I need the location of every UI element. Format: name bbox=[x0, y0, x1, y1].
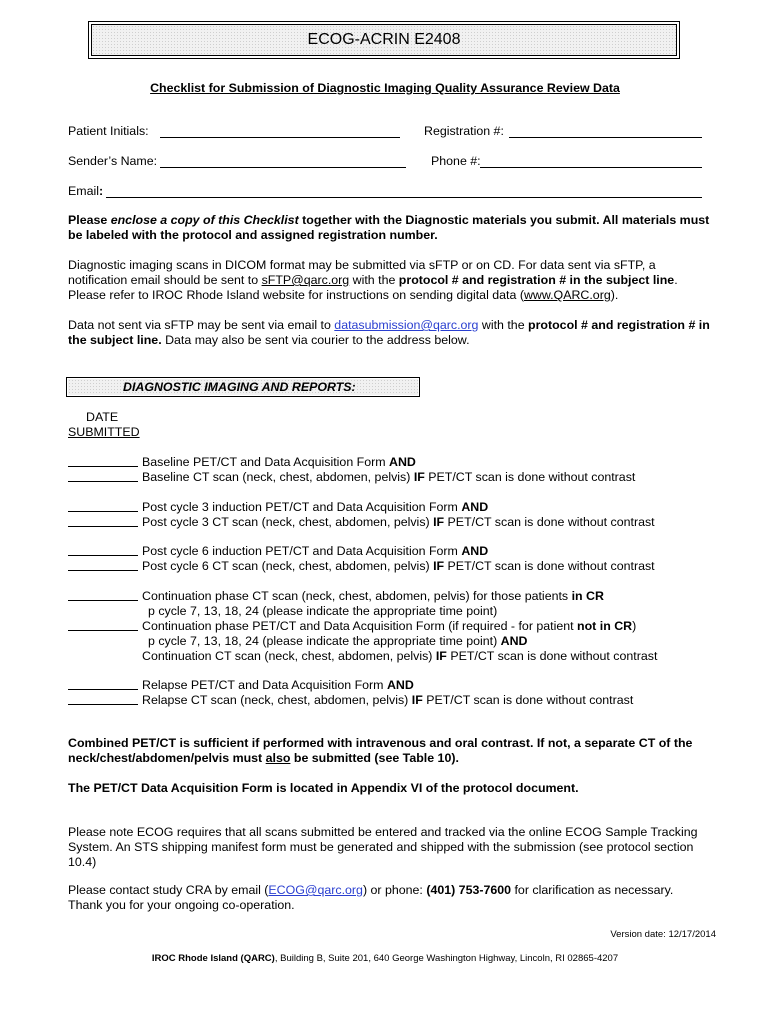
continuation-group bbox=[68, 589, 728, 664]
checklist-item: Baseline PET/CT and Data Acquisition Form AND bbox=[68, 455, 728, 470]
senders-name-label: Sender’s Name: bbox=[68, 154, 158, 168]
date-blank[interactable] bbox=[68, 678, 138, 690]
section-heading-box bbox=[66, 377, 420, 397]
enclose-instructions: Please enclose a copy of this Checklist together with the Diagnostic materials you submit. All materials must be labeled with the protocol and assigned registration number. bbox=[68, 213, 710, 242]
submitted-header: SUBMITTED bbox=[68, 425, 140, 439]
date-blank[interactable] bbox=[68, 559, 138, 571]
checklist-item: Relapse CT scan (neck, chest, abdomen, pelvis) IF PET/CT scan is done without contrast bbox=[68, 693, 728, 708]
date-header: DATE bbox=[86, 410, 119, 424]
baseline-group bbox=[68, 455, 728, 485]
date-blank[interactable] bbox=[68, 500, 138, 512]
relapse-group bbox=[68, 678, 728, 708]
document-title: ECOG-ACRIN E2408 bbox=[91, 24, 677, 56]
post-cycle-3-group bbox=[68, 500, 728, 530]
combined-pet-ct-note: Combined PET/CT is sufficient if performed with intravenous and oral contrast. If not, a separate CT of the neck/chest/abdomen/pelvis must also be submitted (see Table 10). bbox=[68, 736, 693, 765]
date-blank[interactable] bbox=[68, 693, 138, 705]
checklist-item: Post cycle 3 induction PET/CT and Data Acquisition Form AND bbox=[68, 500, 728, 515]
email-field[interactable] bbox=[106, 197, 702, 198]
email-submission-instructions: Data not sent via sFTP may be sent via email to datasubmission@qarc.org with the protocol # and registration # in the subject line. Data may also be sent via courier to the address below. bbox=[68, 318, 710, 347]
checklist-item: Relapse PET/CT and Data Acquisition Form AND bbox=[68, 678, 728, 693]
email-label: Email: bbox=[68, 184, 104, 198]
appendix-note: The PET/CT Data Acquisition Form is located in Appendix VI of the protocol document. bbox=[68, 781, 579, 795]
checklist-item: Post cycle 3 CT scan (neck, chest, abdomen, pelvis) IF PET/CT scan is done without contrast bbox=[68, 515, 728, 530]
date-blank[interactable] bbox=[68, 619, 138, 631]
date-blank[interactable] bbox=[68, 470, 138, 482]
registration-label: Registration #: bbox=[424, 124, 504, 138]
checklist-item: Continuation phase PET/CT and Data Acquisition Form (if required - for patient not in CR) bbox=[68, 619, 728, 634]
ecog-email-link[interactable]: ECOG@qarc.org bbox=[268, 883, 363, 897]
checklist-item-subline: p cycle 7, 13, 18, 24 (please indicate the appropriate time point) AND bbox=[148, 634, 528, 648]
sftp-email-link[interactable]: sFTP@qarc.org bbox=[261, 273, 350, 287]
checklist-item: Continuation phase CT scan (neck, chest, abdomen, pelvis) for those patients in CR bbox=[68, 589, 728, 604]
date-blank[interactable] bbox=[68, 455, 138, 467]
qarc-website-link[interactable]: www.QARC.org bbox=[523, 288, 611, 302]
title-box bbox=[88, 21, 680, 59]
phone-field[interactable] bbox=[480, 167, 702, 168]
patient-initials-field[interactable] bbox=[160, 137, 400, 138]
checklist-item: Post cycle 6 induction PET/CT and Data Acquisition Form AND bbox=[68, 544, 728, 559]
date-blank[interactable] bbox=[68, 589, 138, 601]
version-date: Version date: 12/17/2014 bbox=[610, 929, 716, 940]
checklist-item: Baseline CT scan (neck, chest, abdomen, pelvis) IF PET/CT scan is done without contrast bbox=[68, 470, 728, 485]
section-heading: DIAGNOSTIC IMAGING AND REPORTS: bbox=[68, 379, 418, 395]
datasubmission-email-link[interactable]: datasubmission@qarc.org bbox=[334, 318, 479, 332]
dicom-instructions: Diagnostic imaging scans in DICOM format may be submitted via sFTP or on CD. For data sent via sFTP, a notification email should be sent to sFTP@qarc.org with the protocol # and registration # in the subject line. Please refer to IROC Rhode Island website for instructions on sending digital data (www.QARC.org). bbox=[68, 258, 678, 302]
checklist-item-subline: Continuation CT scan (neck, chest, abdomen, pelvis) IF PET/CT scan is done without contrast bbox=[142, 649, 658, 663]
date-blank[interactable] bbox=[68, 515, 138, 527]
registration-field[interactable] bbox=[509, 137, 702, 138]
footer-address: IROC Rhode Island (QARC), Building B, Suite 201, 640 George Washington Highway, Lincoln, RI 02865-4207 bbox=[151, 953, 619, 964]
contact-info: Please contact study CRA by email (ECOG@qarc.org) or phone: (401) 753-7600 for clarification as necessary. Thank you for your ongoing co-operation. bbox=[68, 883, 674, 912]
sts-note: Please note ECOG requires that all scans submitted be entered and tracked via the online ECOG Sample Tracking System. An STS shipping manifest form must be generated and shipped with the submission (see protocol section 10.4) bbox=[68, 825, 698, 869]
checklist-item-subline: p cycle 7, 13, 18, 24 (please indicate the appropriate time point) bbox=[148, 604, 498, 618]
date-blank[interactable] bbox=[68, 544, 138, 556]
phone-label: Phone #: bbox=[431, 154, 481, 168]
patient-initials-label: Patient Initials: bbox=[68, 124, 149, 138]
senders-name-field[interactable] bbox=[160, 167, 406, 168]
post-cycle-6-group bbox=[68, 544, 728, 574]
checklist-subtitle: Checklist for Submission of Diagnostic Imaging Quality Assurance Review Data bbox=[150, 81, 620, 95]
checklist-item: Post cycle 6 CT scan (neck, chest, abdomen, pelvis) IF PET/CT scan is done without contrast bbox=[68, 559, 728, 574]
